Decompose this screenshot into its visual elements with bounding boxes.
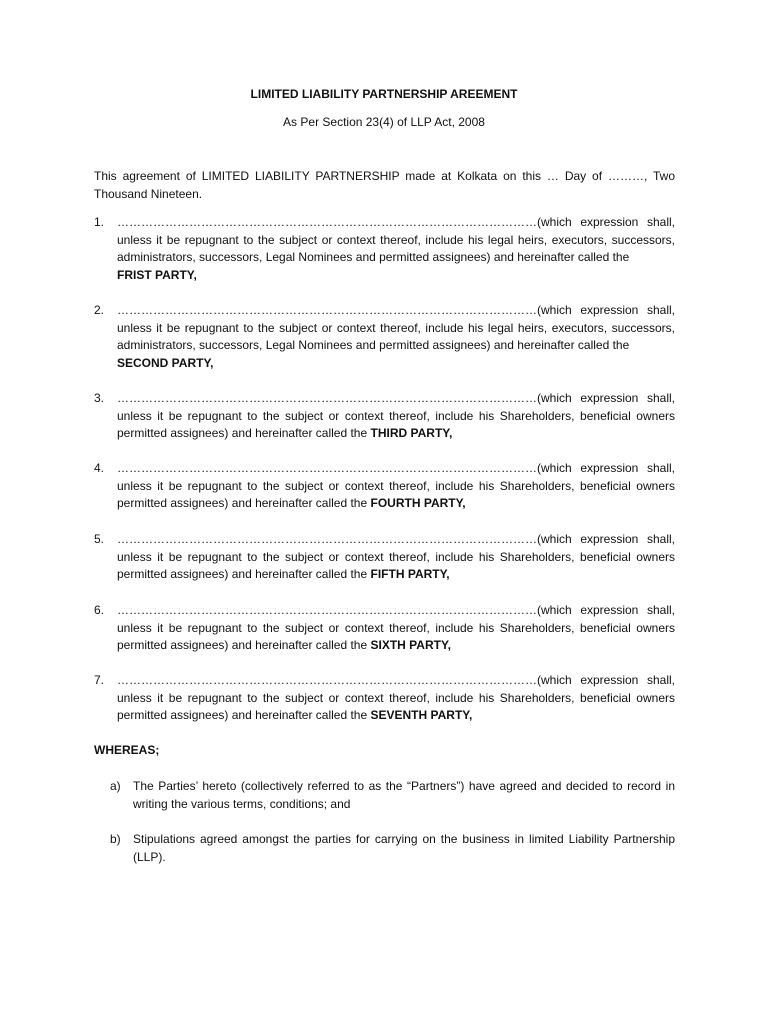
party-text [117, 531, 675, 584]
party-item-6 [94, 602, 675, 655]
party-description: ……………………………………………………………………………………………(which expression shall, unless it be repugnant to the subject or context thereof, include his Shareholders, beneficial owners permitted assignees) and hereinafter called the [117, 391, 675, 441]
clause-text: Stipulations agreed amongst the parties for carrying on the business in limited Liability Partnership (LLP). [133, 832, 675, 864]
party-item-7 [94, 672, 675, 725]
party-number: 3. [94, 391, 105, 405]
party-item-4 [94, 460, 675, 513]
party-label: SIXTH PARTY, [370, 638, 451, 653]
clause-item-b [110, 831, 675, 866]
document-title: LIMITED LIABILITY PARTNERSHIP AREEMENT [250, 87, 518, 101]
party-number: 4. [94, 461, 105, 475]
party-label: SEVENTH PARTY, [370, 708, 473, 723]
clause-label: b) [110, 832, 121, 846]
clause-text: The Parties’ hereto (collectively referred to as the “Partners”) have agreed and decided to record in writing the various terms, conditions; and [133, 779, 675, 811]
party-text [117, 302, 675, 372]
intro-paragraph: This agreement of LIMITED LIABILITY PARTNERSHIP made at Kolkata on this … Day of ………, Two Thousand Nineteen. [94, 169, 675, 201]
party-item-5 [94, 531, 675, 584]
party-text [117, 672, 675, 725]
party-label: FRIST PARTY, [117, 267, 197, 282]
party-number: 7. [94, 673, 105, 687]
party-label: SECOND PARTY, [117, 355, 214, 370]
party-number: 2. [94, 303, 105, 317]
party-description: ……………………………………………………………………………………………(which expression shall, unless it be repugnant to the subject or context thereof, include his Shareholders, beneficial owners permitted assignees) and hereinafter called the [117, 673, 675, 723]
party-label: FIFTH PARTY, [370, 567, 450, 582]
party-label: FOURTH PARTY, [370, 496, 466, 511]
party-text [117, 390, 675, 443]
party-description: ……………………………………………………………………………………………(which expression shall, unless it be repugnant to the subject or context thereof, include his Shareholders, beneficial owners permitted assignees) and hereinafter called the [117, 461, 675, 511]
party-description: ……………………………………………………………………………………………(which expression shall, unless it be repugnant to the subject or context thereof, include his legal heirs, executors, successors, administrators, successors, Legal Nominees and permitted assignees) and hereinafter called the [117, 303, 675, 353]
party-text [117, 460, 675, 513]
whereas-heading: WHEREAS; [94, 743, 160, 757]
party-description: ……………………………………………………………………………………………(which expression shall, unless it be repugnant to the subject or context thereof, include his Shareholders, beneficial owners permitted assignees) and hereinafter called the [117, 532, 675, 582]
document-subtitle: As Per Section 23(4) of LLP Act, 2008 [283, 115, 485, 129]
party-item-3 [94, 390, 675, 443]
clause-label: a) [110, 779, 121, 793]
party-number: 1. [94, 215, 105, 229]
party-number: 6. [94, 603, 105, 617]
party-text [117, 214, 675, 284]
party-label: THIRD PARTY, [370, 426, 453, 441]
clause-item-a [110, 778, 675, 813]
party-description: ……………………………………………………………………………………………(which expression shall, unless it be repugnant to the subject or context thereof, include his legal heirs, executors, successors, administrators, successors, Legal Nominees and permitted assignees) and hereinafter called the [117, 215, 675, 265]
party-item-1 [94, 214, 675, 284]
party-number: 5. [94, 532, 105, 546]
party-text [117, 602, 675, 655]
party-description: ……………………………………………………………………………………………(which expression shall, unless it be repugnant to the subject or context thereof, include his Shareholders, beneficial owners permitted assignees) and hereinafter called the [117, 603, 675, 653]
party-item-2 [94, 302, 675, 372]
